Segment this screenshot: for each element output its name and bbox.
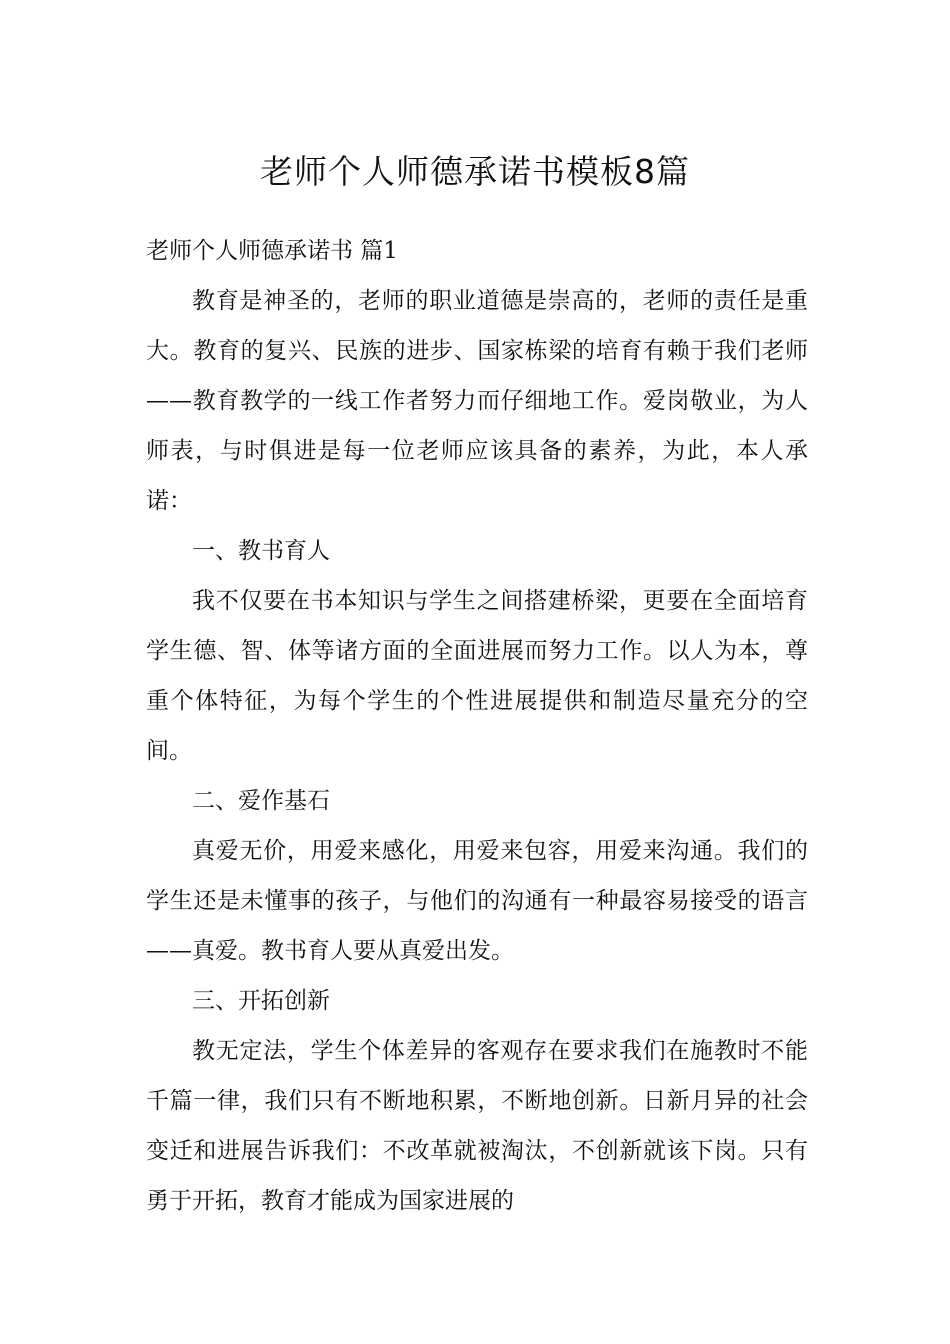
document-title: 老师个人师德承诺书模板8篇 bbox=[260, 152, 690, 192]
section-heading: 三、开拓创新 bbox=[192, 988, 330, 1014]
paragraph: 我不仅要在书本知识与学生之间搭建桥梁，更要在全面培育学生德、智、体等诸方面的全面进展而努力工作。以人为本，尊重个体特征，为每个学生的个性进展提供和制造尽量充分的空间。 bbox=[146, 588, 808, 764]
section-heading: 二、爱作基石 bbox=[192, 788, 330, 814]
section-subtitle: 老师个人师德承诺书 篇1 bbox=[146, 238, 398, 264]
document-body bbox=[146, 226, 808, 1226]
paragraph: 教育是神圣的，老师的职业道德是崇高的，老师的责任是重大。教育的复兴、民族的进步、国家栋梁的培育有赖于我们老师——教育教学的一线工作者努力而仔细地工作。爱岗敬业，为人师表，与时俱进是每一位老师应该具备的素养，为此，本人承诺： bbox=[146, 288, 808, 514]
section-heading: 一、教书育人 bbox=[192, 538, 330, 564]
paragraph: 教无定法，学生个体差异的客观存在要求我们在施教时不能千篇一律，我们只有不断地积累，不断地创新。日新月异的社会变迁和进展告诉我们：不改革就被淘汰，不创新就该下岗。只有勇于开拓，教育才能成为国家进展的 bbox=[146, 1038, 808, 1214]
paragraph: 真爱无价，用爱来感化，用爱来包容，用爱来沟通。我们的学生还是未懂事的孩子，与他们的沟通有一种最容易接受的语言——真爱。教书育人要从真爱出发。 bbox=[146, 838, 808, 964]
